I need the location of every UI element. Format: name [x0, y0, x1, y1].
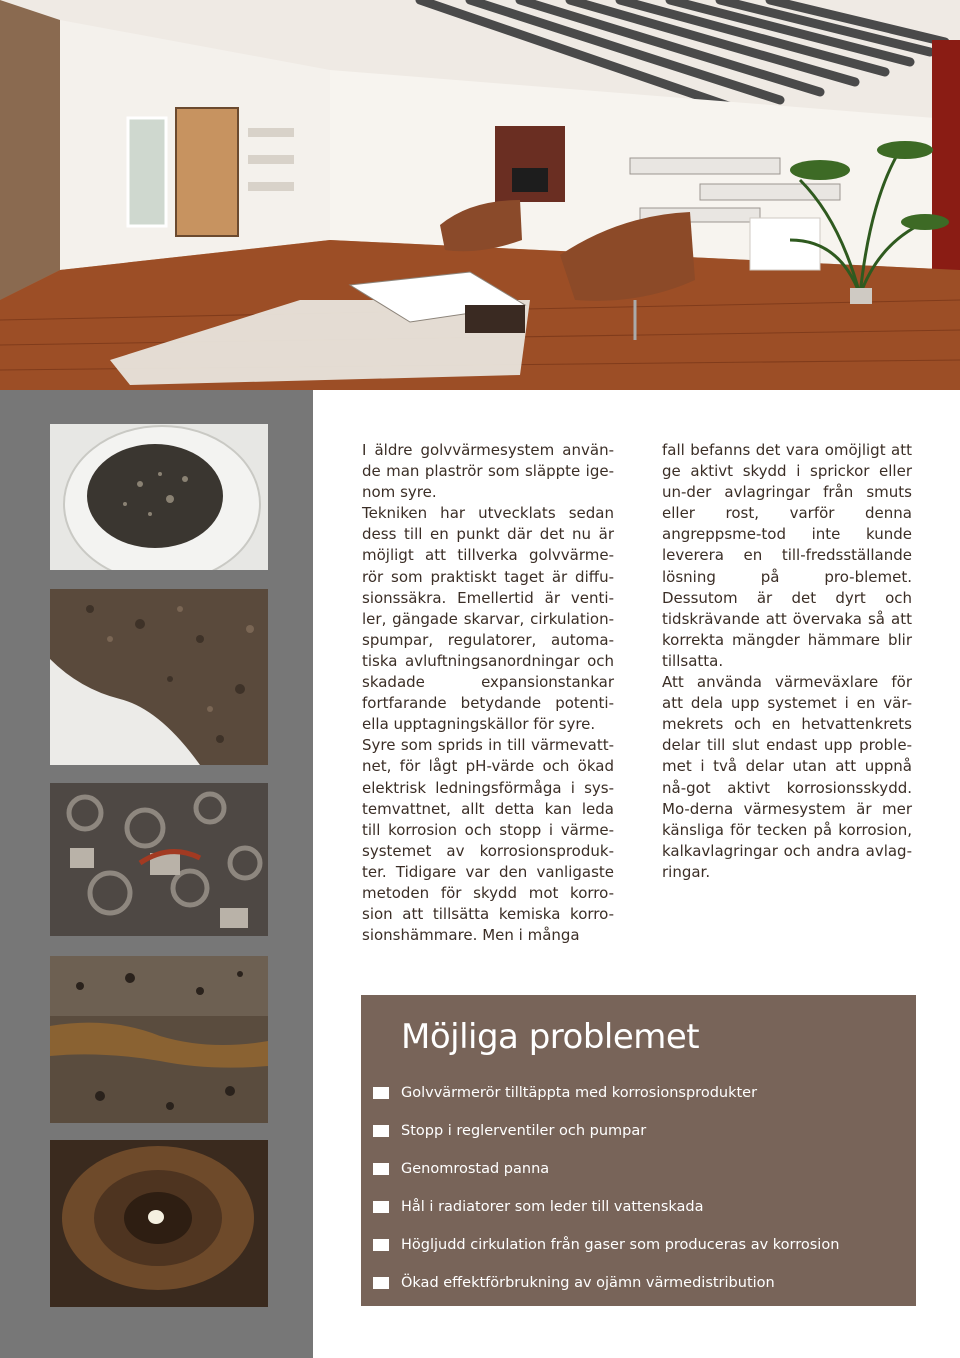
- list-item-text: Golvvärmerör tilltäppta med korrosionsprodukter: [401, 1085, 758, 1101]
- problems-list: [373, 1074, 903, 1302]
- square-bullet-icon: [373, 1125, 389, 1137]
- list-item: [373, 1226, 903, 1264]
- square-bullet-icon: [373, 1163, 389, 1175]
- list-item: [373, 1112, 903, 1150]
- body-text-left-column: [362, 440, 614, 946]
- body-paragraph: I äldre golvvärmesystem använ-de man plaströr som släppte ige-nom syre.: [362, 441, 614, 502]
- corrosion-debris-photo: [50, 589, 268, 765]
- list-item-text: Genomrostad panna: [401, 1161, 550, 1177]
- clogged-pipe-photo: [50, 424, 268, 570]
- list-item-text: Hål i radiatorer som leder till vattenskada: [401, 1199, 704, 1215]
- living-room-illustration: [0, 0, 960, 390]
- corroded-surface-photo: [50, 956, 268, 1123]
- square-bullet-icon: [373, 1201, 389, 1213]
- body-paragraph: Syre som sprids in till värmevatt-net, för lågt pH-värde och ökad elektrisk ledningsförmåga i sys-temvattnet, allt detta kan leda till korrosion och stopp i värme-systemet av korrosionsproduk-ter. Tidigare var den vanligaste metoden för skydd mot korro-sion att tillsätta kemiska korro-sionshämmare. Men i många: [362, 736, 614, 945]
- scrap-valves-photo: [50, 783, 268, 936]
- list-item: [373, 1074, 903, 1112]
- body-paragraph: Att använda värmeväxlare för att dela upp systemet i en vär-mekrets och en hetvattenkrets delar till slut endast upp proble-met i två delar utan att uppnå nå-got aktivt korrosionsskydd. Mo-derna värmesystem är mer känsliga för tecken på korrosion, kalkavlagringar och andra avlag-ringar.: [662, 673, 912, 881]
- square-bullet-icon: [373, 1277, 389, 1289]
- living-room-photo: [0, 0, 960, 390]
- problems-box: [361, 995, 916, 1306]
- square-bullet-icon: [373, 1239, 389, 1251]
- list-item-text: Ökad effektförbrukning av ojämn värmedistribution: [401, 1275, 775, 1291]
- body-text-right-column: [662, 440, 912, 883]
- problems-title: Möjliga problemet: [401, 1017, 700, 1057]
- list-item: [373, 1150, 903, 1188]
- list-item-text: Stopp i reglerventiler och pumpar: [401, 1123, 647, 1139]
- square-bullet-icon: [373, 1087, 389, 1099]
- body-paragraph: Tekniken har utvecklats sedan dess till en punkt där det nu är möjligt att tillverka golvvärme-rör som praktiskt taget är diffu-sionssäkra. Emellertid är venti-ler, gängade skarvar, cirkulation-spumpar, regulatorer, automa-tiska avluftningsanordningar och skadade expansionstankar fortfarande betydande potenti-ella upptagningskällor för syre.: [362, 504, 614, 734]
- pipe-interior-photo: [50, 1140, 268, 1307]
- body-paragraph: fall befanns det vara omöjligt att ge aktivt skydd i sprickor eller un-der avlagringar från smuts eller rost, varför denna angreppsme-tod inte kunde leverera en till-fredsställande lösning på pro-blemet. Dessutom är det dyrt och tidskrävande att övervaka så att korrekta mängder hämmare blir tillsatta.: [662, 441, 912, 670]
- list-item: [373, 1264, 903, 1302]
- list-item: [373, 1188, 903, 1226]
- list-item-text: Högljudd cirkulation från gaser som produceras av korrosion: [401, 1237, 840, 1253]
